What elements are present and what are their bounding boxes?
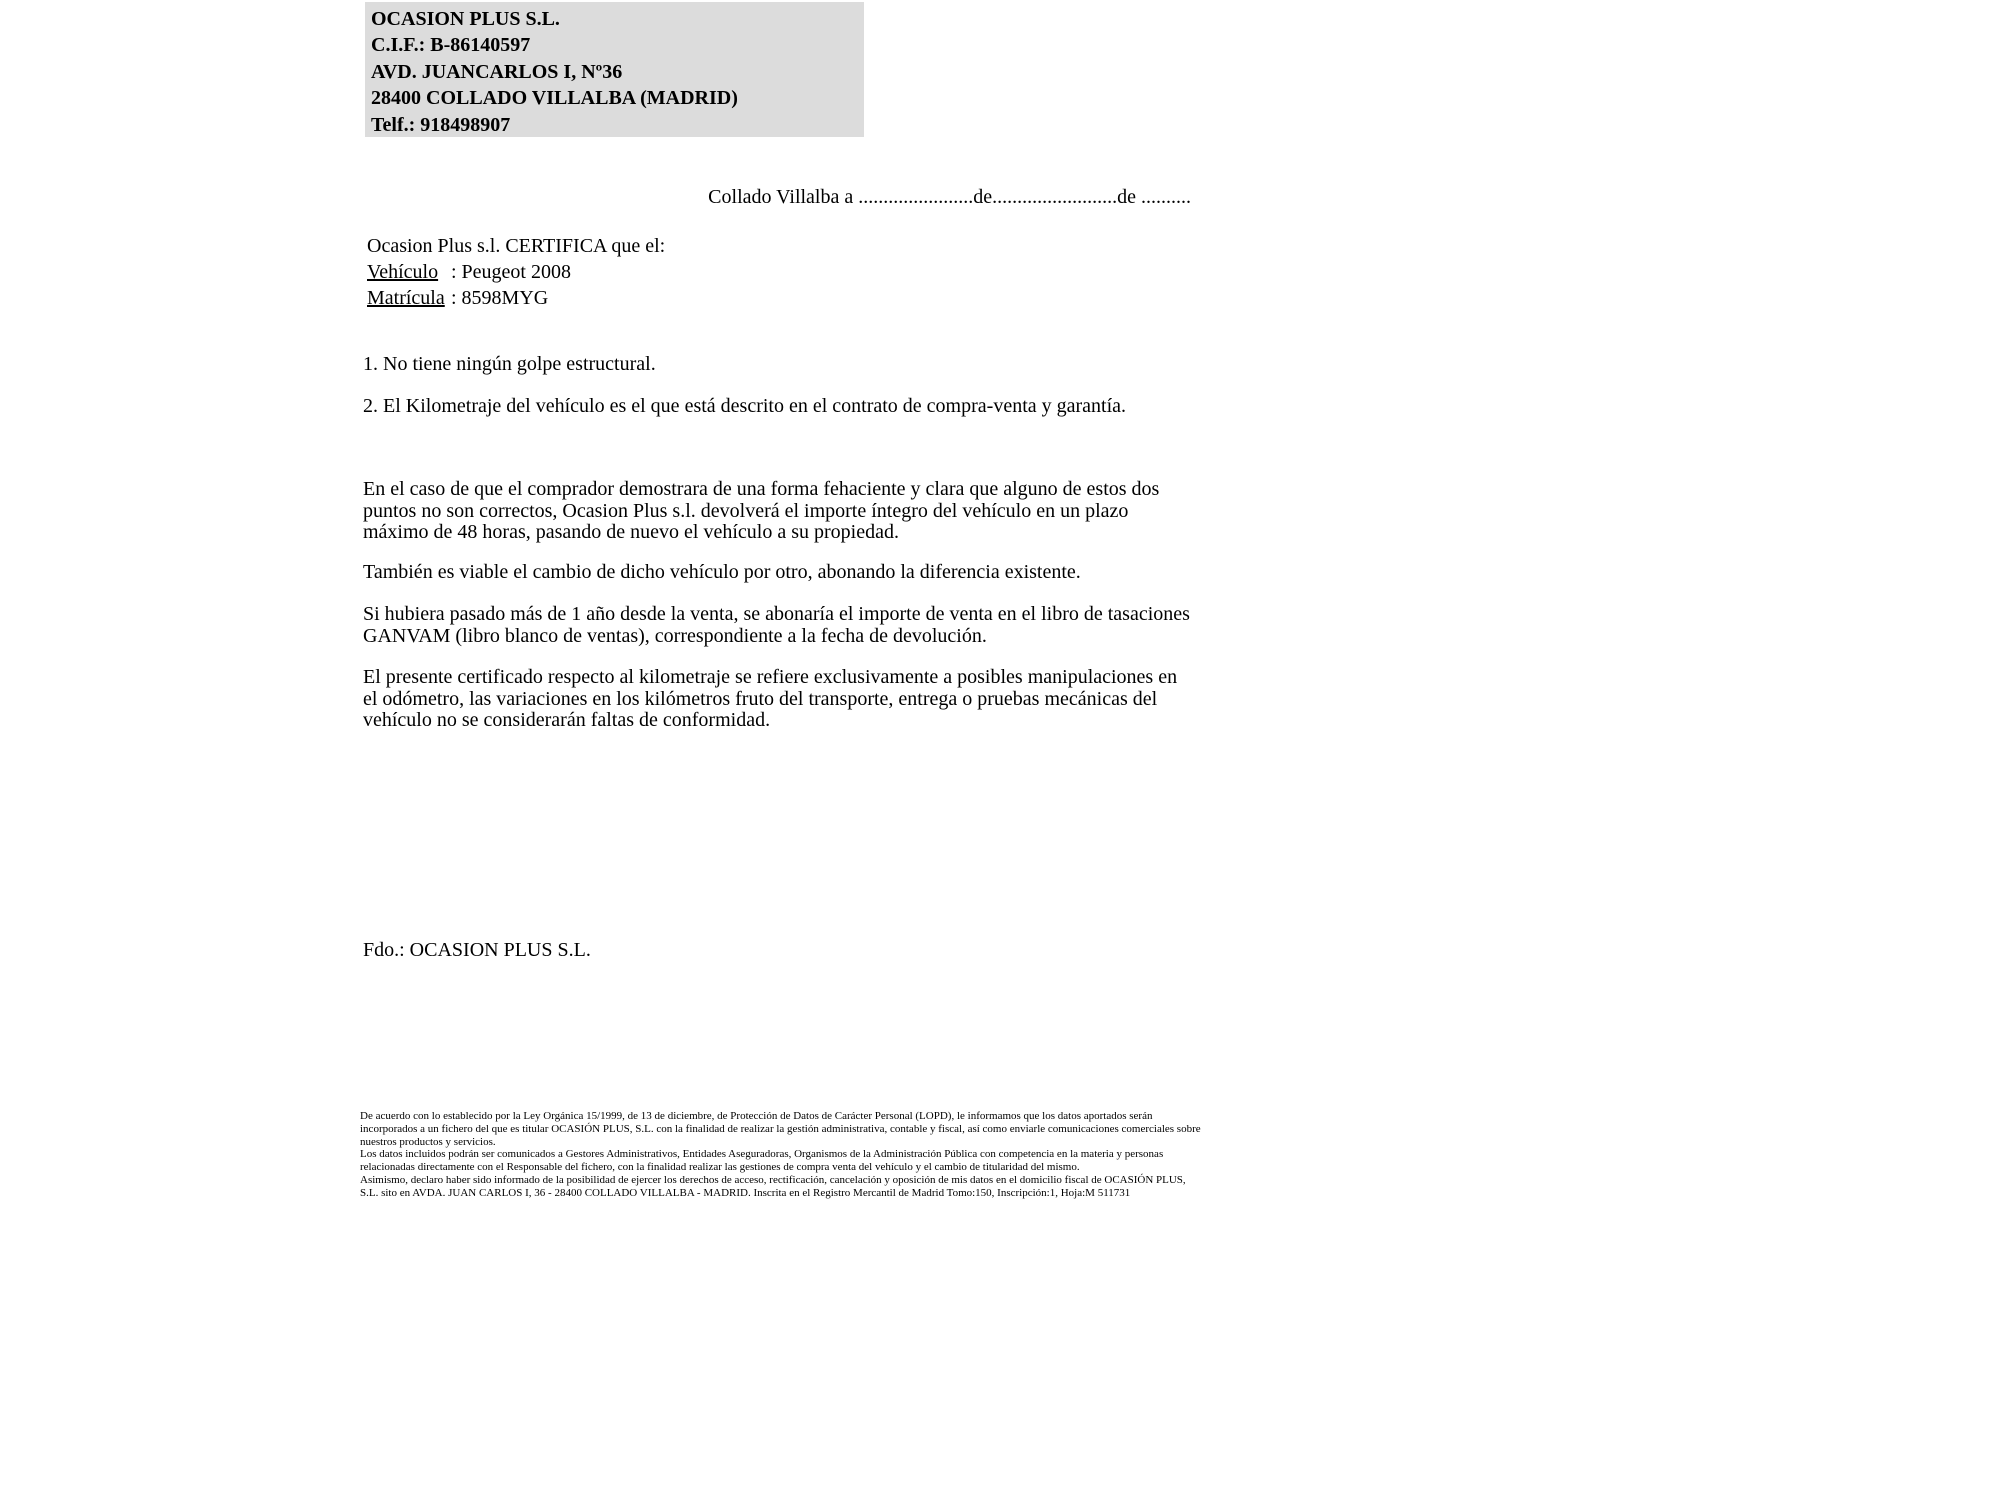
plate-line	[367, 285, 665, 311]
company-cif: C.I.F.: B-86140597	[371, 34, 531, 57]
paragraph-ganvam: Si hubiera pasado más de 1 año desde la venta, se abonaría el importe de venta en el libro de tasaciones GANVAM (libro blanco de ventas), correspondiente a la fecha de devolución.	[363, 603, 1190, 647]
vehicle-label: Vehículo	[367, 261, 439, 283]
legal-paragraph-data-sharing: Los datos incluidos podrán ser comunicados a Gestores Administrativos, Entidades Aseguradoras, Organismos de la Administración Pública con competencia en la materia y personas relacionadas directamente con el Responsable del fichero, con la finalidad realizar las gestiones de compra venta del vehículo y el cambio de titularidad del mismo.	[360, 1148, 1164, 1174]
date-line: Collado Villalba a .......................de.........................de ..........	[708, 186, 1191, 208]
certificate-point-2: 2. El Kilometraje del vehículo es el que está descrito en el contrato de compra-venta y garantía.	[363, 395, 1127, 417]
paragraph-exchange: También es viable el cambio de dicho vehículo por otro, abonando la diferencia existente.	[363, 561, 1081, 583]
company-name: OCASION PLUS S.L.	[371, 8, 560, 30]
signature-line: Fdo.: OCASION PLUS S.L.	[363, 939, 591, 961]
company-phone: Telf.: 918498907	[371, 113, 511, 136]
legal-paragraph-lopd: De acuerdo con lo establecido por la Ley Orgánica 15/1999, de 13 de diciembre, de Protección de Datos de Carácter Personal (LOPD), le informamos que los datos aportados serán incorporados a un fichero del que es titular OCASIÓN PLUS, S.L. con la finalidad de realizar la gestión administrativa, contable y fiscal, así como enviarle comunicaciones comerciales sobre nuestros productos y servicios.	[360, 1110, 1201, 1148]
paragraph-odometer: El presente certificado respecto al kilometraje se refiere exclusivamente a posibles manipulaciones en el odómetro, las variaciones en los kilómetros fruto del transporte, entrega o pruebas mecánicas del vehículo no se considerarán faltas de conformidad.	[363, 666, 1178, 731]
vehicle-value: : Peugeot 2008	[451, 261, 571, 283]
company-address: AVD. JUANCARLOS I, Nº36	[371, 60, 623, 83]
plate-value: : 8598MYG	[451, 287, 549, 309]
certify-block	[367, 233, 665, 311]
legal-paragraph-rights: Asimismo, declaro haber sido informado de la posibilidad de ejercer los derechos de acceso, rectificación, cancelación y oposición de mis datos en el domicilio fiscal de OCASIÓN PLUS, S.L. sito en AVDA. JUAN CARLOS I, 36 - 28400 COLLADO VILLALBA - MADRID. Inscrita en el Registro Mercantil de Madrid Tomo:150, Inscripción:1, Hoja:M 511731	[360, 1173, 1186, 1199]
legal-fine-print	[360, 1110, 1202, 1200]
vehicle-line	[367, 259, 665, 285]
paragraph-refund: En el caso de que el comprador demostrara de una forma fehaciente y clara que alguno de estos dos puntos no son correctos, Ocasion Plus s.l. devolverá el importe íntegro del vehículo en un plazo máximo de 48 horas, pasando de nuevo el vehículo a su propiedad.	[363, 478, 1160, 543]
document-body	[363, 0, 1191, 1500]
certificate-point-1: 1. No tiene ningún golpe estructural.	[363, 353, 656, 375]
company-city: 28400 COLLADO VILLALBA (MADRID)	[371, 87, 738, 110]
plate-label: Matrícula	[367, 287, 445, 309]
certify-intro: Ocasion Plus s.l. CERTIFICA que el:	[367, 235, 666, 257]
